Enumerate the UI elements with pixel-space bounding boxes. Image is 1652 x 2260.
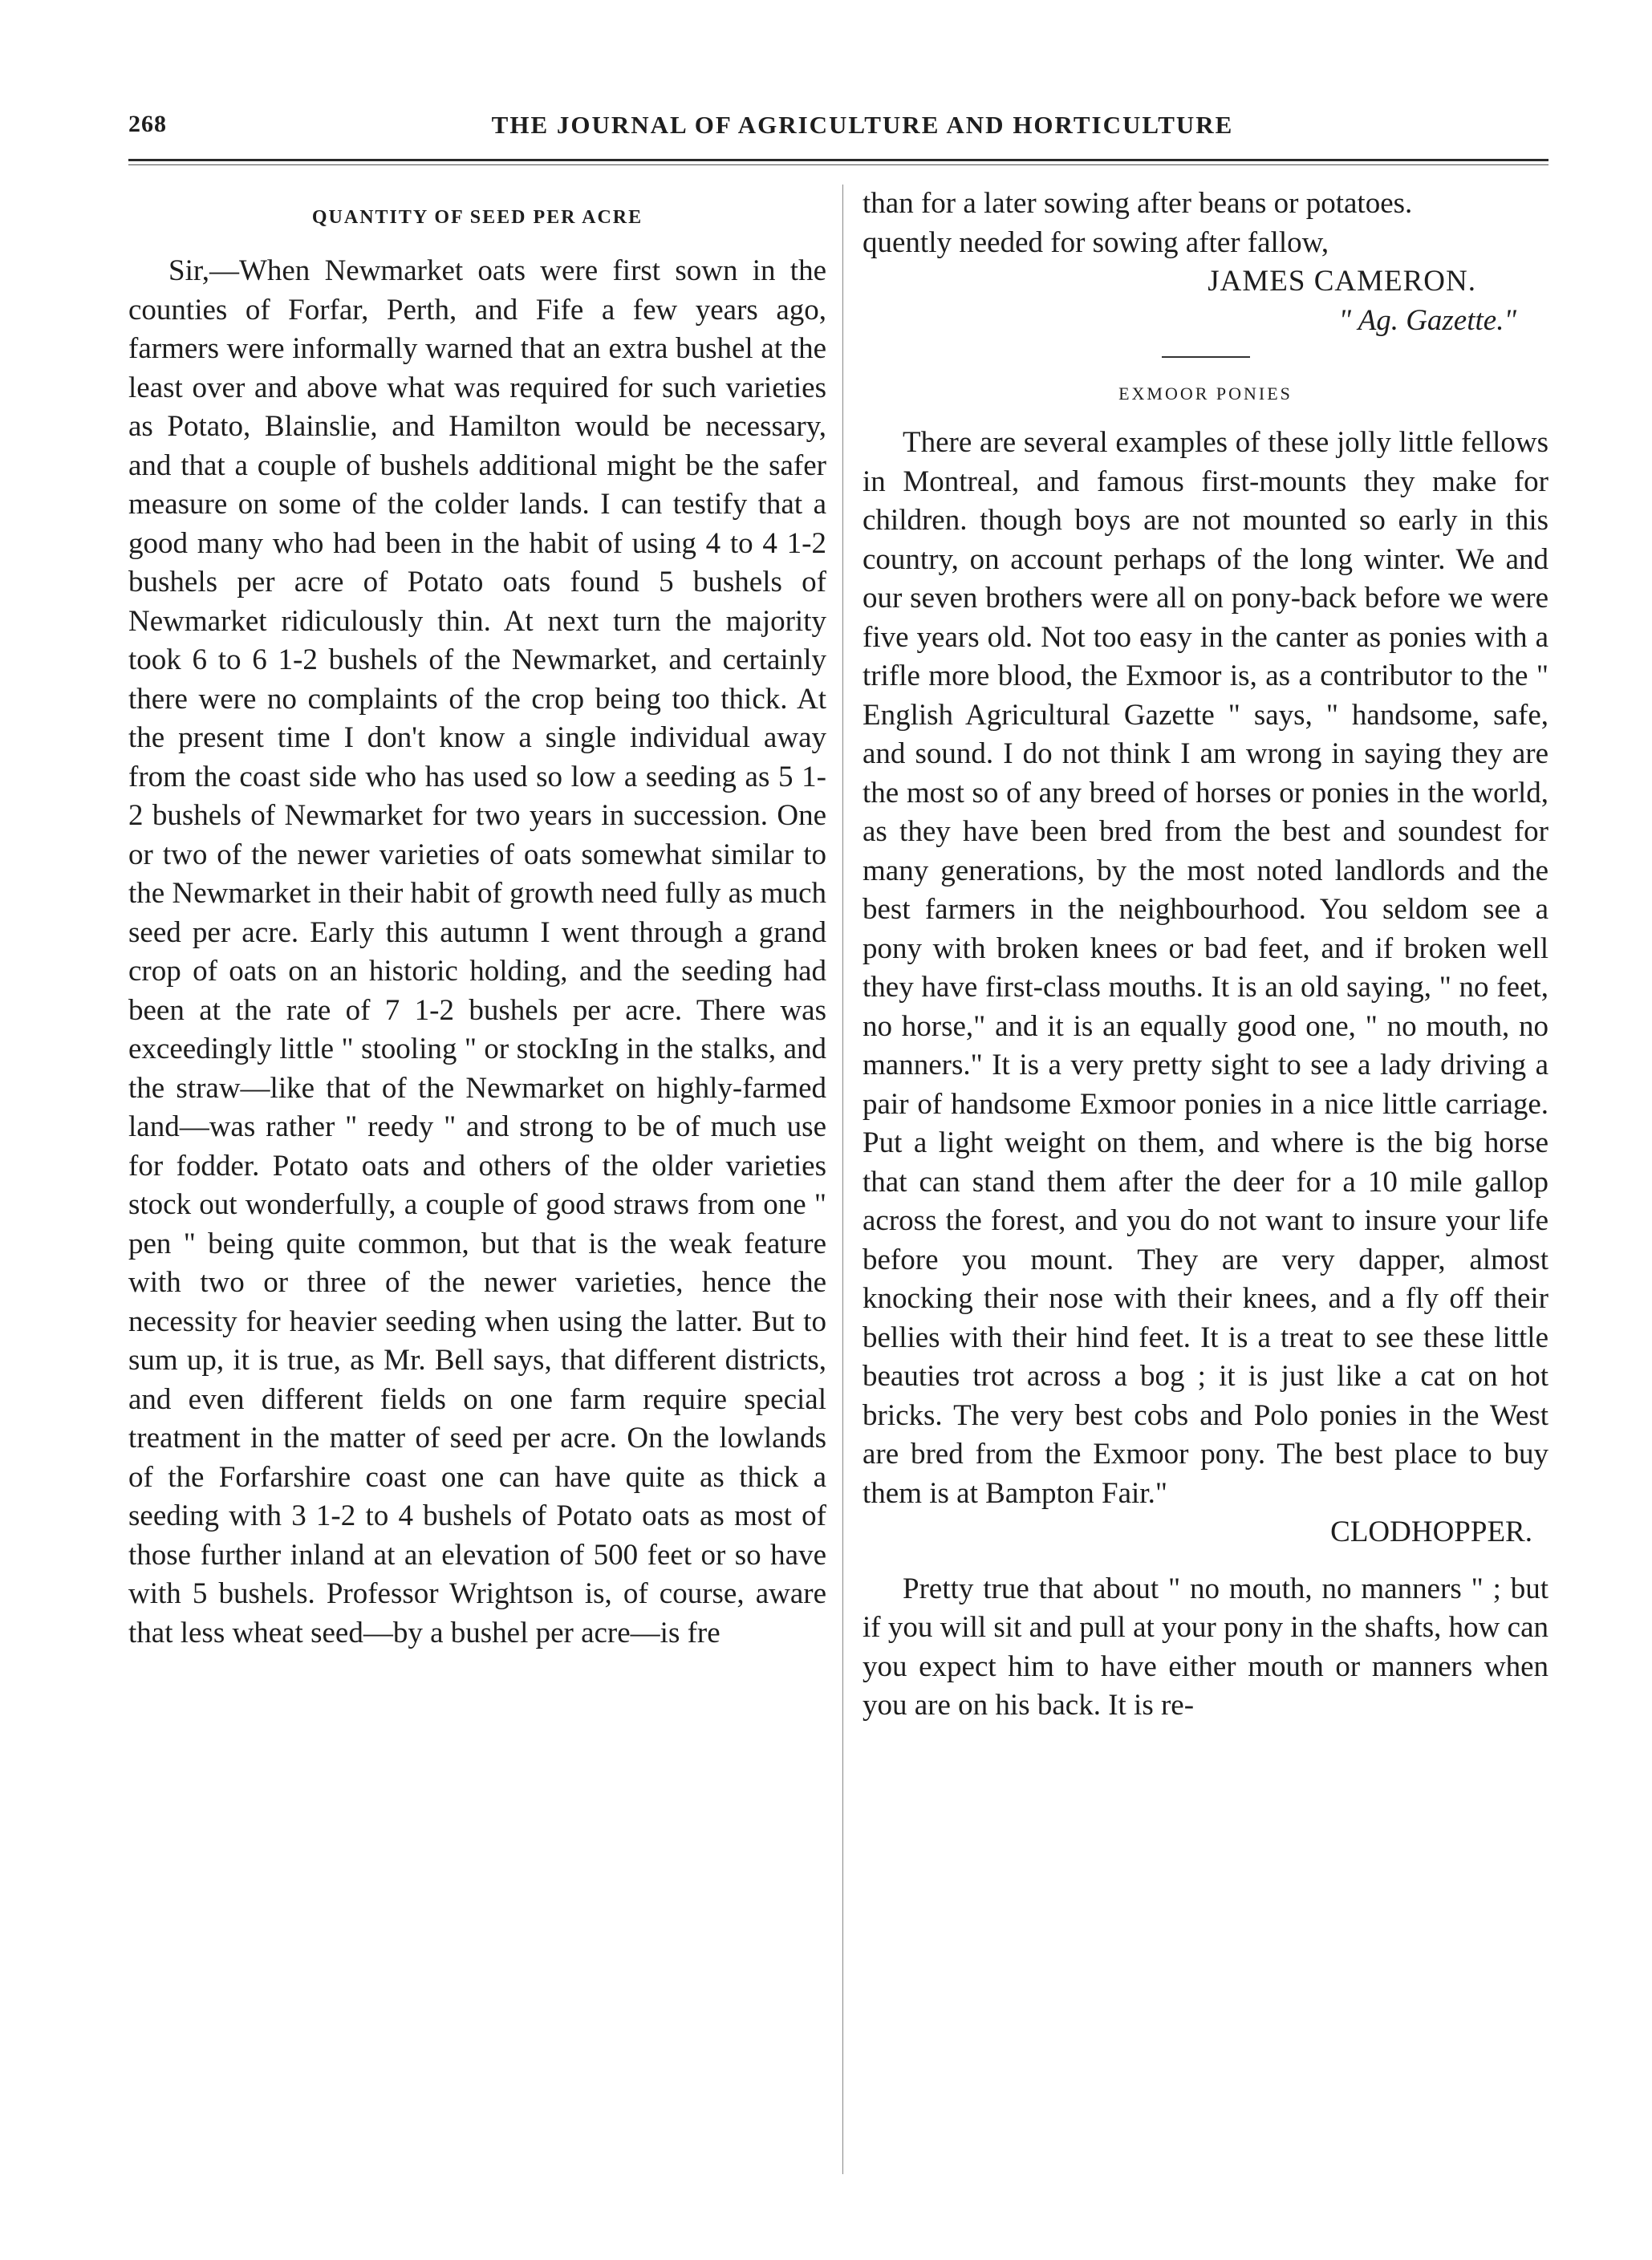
- left-column: [128, 185, 826, 1653]
- page-header: [128, 111, 1548, 151]
- header-rule-thin: [128, 164, 1548, 165]
- signature-james-cameron: JAMES CAMERON.: [1208, 265, 1476, 298]
- article-body-seed-continued: than for a later sowing after beans or potatoes.: [863, 187, 1413, 220]
- right-column: [863, 185, 1548, 1726]
- article-heading-seed: QUANTITY OF SEED PER ACRE: [311, 207, 643, 228]
- article-heading-exmoor: EXMOOR PONIES: [1118, 383, 1293, 404]
- article-body-seed: Sir,—When Newmarket oats were first sown in the counties of Forfar, Perth, and Fife a few years ago, farmers were informally warned that an extra bushel at the least over and above what was required for such varieties as Potato, Blainslie, and Hamilton would be necessary, and that a couple of bushels additional might be the safer measure on some of the colder lands. I can testify that a good many who had been in the habit of using 4 to 4 1-2 bushels per acre of Potato oats found 5 bushels of Newmarket ridiculously thin. At next turn the majority took 6 to 6 1-2 bushels of the Newmarket, and certainly there were no complaints of the crop being too thick. At the present time I don't know a single individual away from the coast side who has used so low a seeding as 5 1-2 bushels of Newmarket for two years in succession. One or two of the newer varieties of oats somewhat similar to the Newmarket in their habit of growth need fully as much seed per acre. Early this autumn I went through a grand crop of oats on an historic holding, and the seeding had been at the rate of 7 1-2 bushels per acre. There was exceedingly little " stooling " or stockIng in the stalks, and the straw—like that of the Newmarket on highly-farmed land—was rather " reedy " and strong to be of much use for fodder. Potato oats and others of the older varieties stock out wonderfully, a couple of good straws from one " pen " being quite common, but that is the weak feature with two or three of the newer varieties, hence the necessity for heavier seeding when using the latter. But to sum up, it is true, as Mr. Bell says, that different districts, and even different fields on one farm require special treatment in the matter of seed per acre. On the lowlands of the Forfarshire coast one can have quite as thick a seeding with 3 1-2 to 4 bushels of Potato oats as most of those further inland at an elevation of 500 feet or so have with 5 bushels. Professor Wrightson is, of course, aware that less wheat seed—by a bushel per acre—is fre: [128, 254, 826, 1649]
- article-body-seed-continued-2: quently needed for sowing after fallow,: [863, 225, 1329, 259]
- journal-title: THE JOURNAL OF AGRICULTURE AND HORTICULTURE: [491, 111, 1234, 139]
- header-rule: [128, 159, 1548, 161]
- section-separator: [1162, 356, 1250, 358]
- article-reply-exmoor: Pretty true that about " no mouth, no manners " ; but if you will sit and pull at your pony in the shafts, how can you expect him to have either mouth or manners when you are on his back. It is re-: [863, 1572, 1548, 1722]
- signature-clodhopper: CLODHOPPER.: [1330, 1515, 1532, 1548]
- article-body-exmoor: There are several examples of these jolly little fellows in Montreal, and famous first-mounts they make for children. though boys are not mounted so early in this country, on account perhaps of the long winter. We and our seven brothers were all on pony-back before we were five years old. Not too easy in the canter as ponies with a trifle more blood, the Exmoor is, as a contributor to the " English Agricultural Gazette " says, " handsome, safe, and sound. I do not think I am wrong in saying they are the most so of any breed of horses or ponies in the world, as they have been bred from the best and soundest for many generations, by the most noted landlords and the best farmers in the neighbourhood. You seldom see a pony with broken knees or bad feet, and if broken well they have first-class mouths. It is an old saying, " no feet, no horse," and it is an equally good one, " no mouth, no manners." It is a very pretty sight to see a lady driving a pair of handsome Exmoor ponies in a nice little carriage. Put a light weight on them, and where is the big horse that can stand them after the deer for a 10 mile gallop across the forest, and you do not want to insure your life before you mount. They are very dapper, almost knocking their nose with their knees, and a fly off their bellies with their hind feet. It is a treat to see these little beauties trot across a bog ; it is just like a cat on hot bricks. The very best cobs and Polo ponies in the West are bred from the Exmoor pony. The best place to buy them is at Bampton Fair.": [863, 426, 1548, 1510]
- page-number: 268: [128, 111, 167, 137]
- source-ag-gazette: " Ag. Gazette.": [1338, 303, 1516, 337]
- column-divider: [842, 185, 843, 2174]
